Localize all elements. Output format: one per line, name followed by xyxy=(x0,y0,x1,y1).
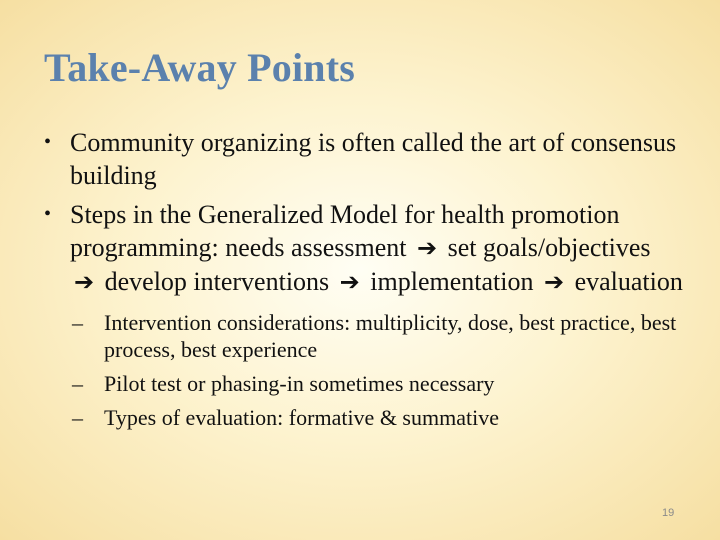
sub-bullet-item xyxy=(72,370,684,397)
bullet-marker: • xyxy=(44,131,52,153)
dash-marker: – xyxy=(72,405,83,430)
arrow-right-icon: ➔ xyxy=(417,234,438,262)
bullet-marker: • xyxy=(44,203,52,225)
arrow-right-icon: ➔ xyxy=(74,268,95,296)
slide-content xyxy=(44,126,684,438)
bullet-item xyxy=(44,198,684,299)
dash-marker: – xyxy=(72,371,83,396)
slide-title: Take-Away Points xyxy=(44,45,356,90)
page-number: 19 xyxy=(662,507,675,519)
sub-bullet-item xyxy=(72,404,684,431)
arrow-right-icon: ➔ xyxy=(543,268,565,296)
sub-bullet-item xyxy=(72,309,684,363)
bullet-text-steps xyxy=(70,198,684,299)
step-item: implementation xyxy=(370,267,534,296)
sub-bullet-text: Intervention considerations: multiplicity, dose, best practice, best process, best experience xyxy=(104,310,677,362)
sub-bullet-text: Types of evaluation: formative & summative xyxy=(104,405,499,430)
step-item: evaluation xyxy=(574,267,683,296)
step-item: set goals/objectives xyxy=(447,233,651,262)
sub-bullet-list xyxy=(44,309,684,431)
dash-marker: – xyxy=(72,310,83,335)
step-item: develop interventions xyxy=(104,267,330,296)
bullet-text: Community organizing is often called the art of consensus building xyxy=(70,128,677,190)
bullet-item xyxy=(44,126,684,192)
steps-prefix: Steps in the Generalized Model for health promotion programming: needs assessment xyxy=(70,200,620,262)
arrow-right-icon: ➔ xyxy=(339,268,360,296)
sub-bullet-text: Pilot test or phasing-in sometimes necessary xyxy=(104,371,495,396)
